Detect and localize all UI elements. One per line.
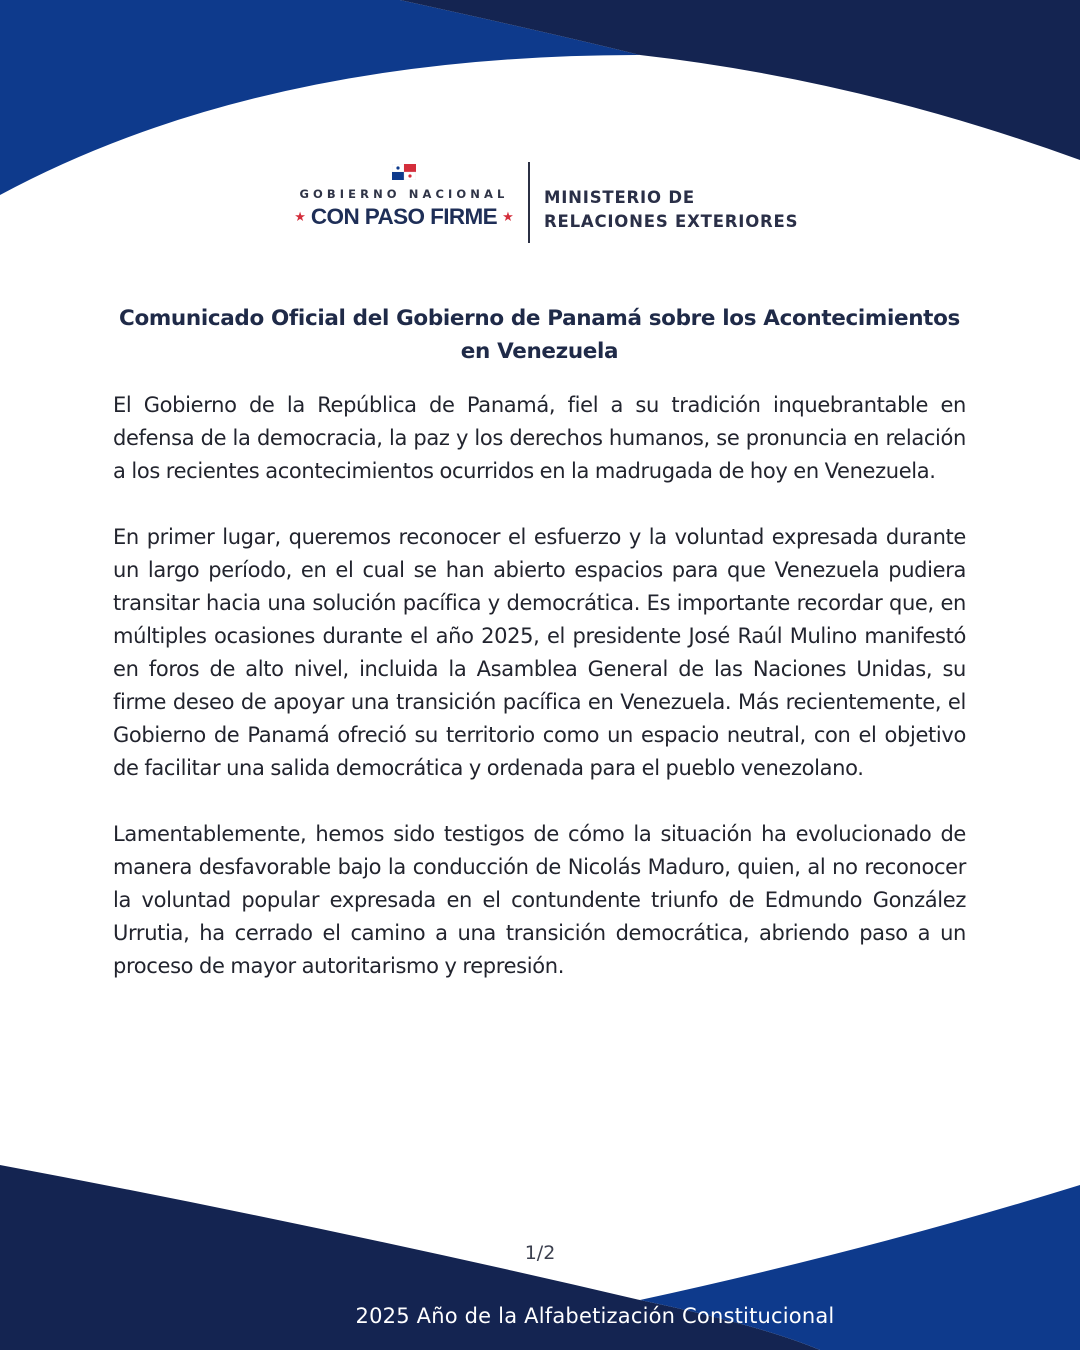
ministry-line-2: RELACIONES EXTERIORES bbox=[544, 212, 799, 231]
ministry-line-1: MINISTERIO DE bbox=[544, 188, 695, 207]
gov-line-2: CON PASO FIRME bbox=[310, 204, 498, 229]
star-icon: ★ bbox=[294, 209, 306, 225]
ministry-logo bbox=[544, 186, 798, 234]
paragraph: Lamentablemente, hemos sido testigos de cómo la situación ha evolucionado de manera desfavorable bajo la conducción de Nicolás Maduro, quien, al no reconocer la voluntad popular expresada en el contundente triunfo de Edmundo González Urrutia, ha cerrado el camino a una transición democrática, abriendo paso a un proceso de mayor autoritarismo y represión. bbox=[113, 822, 966, 978]
star-icon: ★ bbox=[502, 209, 514, 225]
logo-divider bbox=[528, 162, 530, 243]
paragraph: En primer lugar, queremos reconocer el esfuerzo y la voluntad expresada durante un largo período, en el cual se han abierto espacios para que Venezuela pudiera transitar hacia una solución pacífica y democrática. Es importante recordar que, en múltiples ocasiones durante el año 2025, el presidente José Raúl Mulino manifestó en foros de alto nivel, incluida la Asamblea General de las Naciones Unidas, su firme deseo de apoyar una transición pacífica en Venezuela. Más recientemente, el Gobierno de Panamá ofreció su territorio como un espacio neutral, con el objetivo de facilitar una salida democrática y ordenada para el pueblo venezolano. bbox=[113, 525, 966, 780]
year-motto: 2025 Año de la Alfabetización Constitucional bbox=[355, 1304, 835, 1328]
gov-line-1: GOBIERNO NACIONAL bbox=[299, 187, 509, 201]
government-logo bbox=[290, 160, 518, 244]
panama-flag-icon bbox=[392, 164, 416, 180]
page-indicator: 1/2 bbox=[524, 1242, 556, 1264]
document-title: Comunicado Oficial del Gobierno de Panamá sobre los Acontecimientos en Venezuela bbox=[119, 306, 960, 365]
paragraph: El Gobierno de la República de Panamá, fiel a su tradición inquebrantable en defensa de la democracia, la paz y los derechos humanos, se pronuncia en relación a los recientes acontecimientos ocurridos en la madrugada de hoy en Venezuela. bbox=[113, 393, 966, 483]
header-logos bbox=[0, 160, 1080, 244]
gov-motto bbox=[290, 202, 518, 232]
document-body bbox=[113, 389, 966, 1016]
